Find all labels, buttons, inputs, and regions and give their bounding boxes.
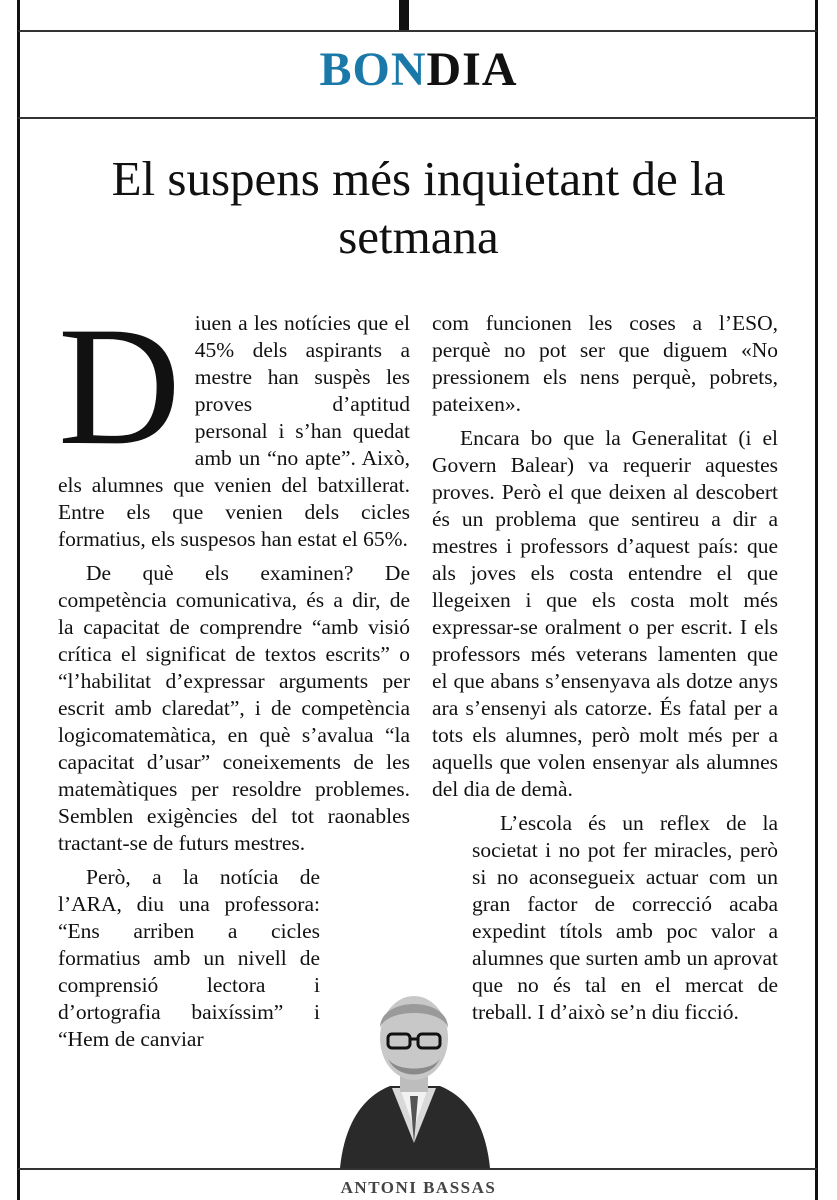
masthead-bottom-rule [18, 117, 817, 119]
article-column-left [58, 292, 410, 1060]
author-byline: ANTONI BASSAS [340, 1178, 497, 1197]
article-paragraph [58, 292, 410, 553]
drop-cap: D [58, 292, 181, 480]
article-paragraph: De què els examinen? De competència comunicativa, és a dir, de la capacitat de comprendre “amb visió crítica el significat de textos escrits” o “l’habilitat d’expressar arguments per escrit amb claredat”, i de competència logicomatemàtica, en què s’avalua “la capacitat d’usar” coneixements de les matemàtiques per resoldre problemes. Semblen exigències del tot raonables tractant-se de futurs mestres. [58, 561, 410, 855]
article-column-right [432, 310, 778, 1033]
author-photo [330, 968, 498, 1168]
masthead-dia: DIA [426, 43, 518, 96]
article-title: El suspens més inquietant de la setmana [111, 151, 726, 264]
article-paragraph: com funcionen les coses a l’ESO, perquè no pot ser que diguem «No pressionem els nens perquè, pobrets, pateixen». [432, 311, 778, 416]
frame-right-rule [815, 0, 818, 1200]
article-paragraph: L’escola és un reflex de la societat i no pot fer miracles, però si no aconsegueix actuar com un gran factor de correcció acaba expedint títols amb poc valor a alumnes que surten amb un aprovat que no és tal en el mercat de treball. I d’això se’n diu ficció. [472, 811, 778, 1024]
article-paragraph: Encara bo que la Generalitat (i el Govern Balear) va requerir aquestes proves. Però el que deixen al descobert és un problema que sentireu a dir a mestres i professors d’aquest país: que als joves els costa entendre el que llegeixen i que els costa molt més expressar-se oralment o per escrit. I els professors més veterans lamenten que el que abans s’ensenyava als dotze anys ara s’ensenyi als catorze. És fatal per a tots els alumnes, però molt més per a aquells que volen ensenyar als alumnes del dia de demà. [432, 426, 778, 801]
byline-rule [18, 1168, 817, 1170]
section-masthead [0, 40, 837, 100]
article-paragraph: Però, a la notícia de l’ARA, diu una professora: “Ens arriben a cicles formatius amb un nivell de comprensió lectora i d’ortografia baixíssim” i “Hem de canviar [58, 865, 320, 1051]
first-paragraph-text: iuen a les notícies que el 45% dels aspirants a mestre han suspès les proves d’aptitud personal i s’han quedat amb un “no apte”. Això, els alumnes que venien del batxillerat. Entre els que venien dels cicles formatius, els suspesos han estat el 65%. [58, 311, 410, 551]
masthead-top-rule [18, 30, 817, 32]
masthead-bon: BON [319, 43, 427, 96]
top-tick-mark [399, 0, 409, 30]
frame-left-rule [17, 0, 20, 1200]
